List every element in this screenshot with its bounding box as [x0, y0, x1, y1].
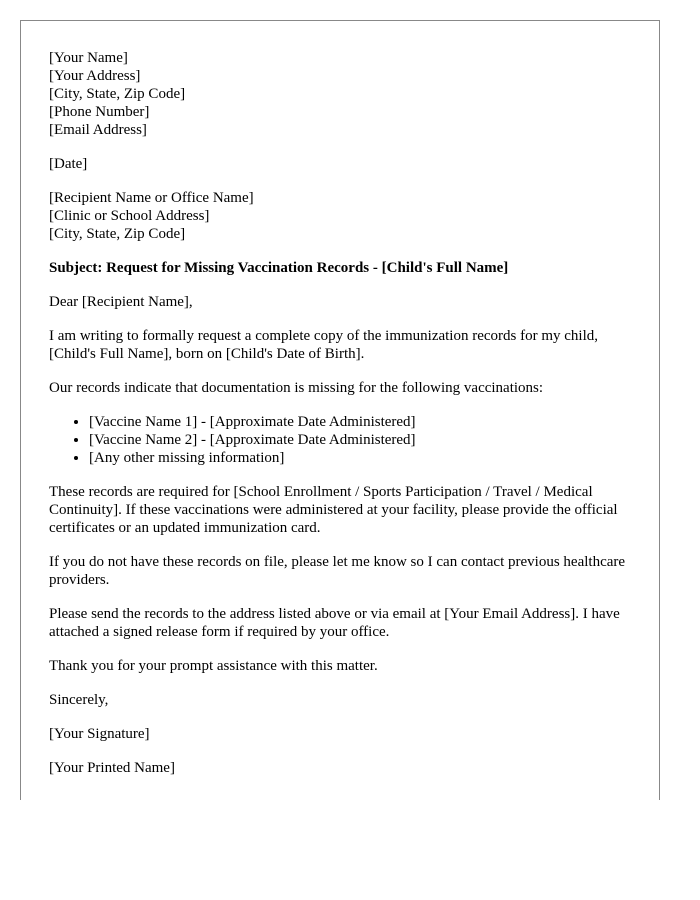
sender-block — [49, 49, 639, 139]
sender-email: [Email Address] — [49, 122, 147, 138]
sender-name: [Your Name] — [49, 50, 128, 66]
list-item: • [Vaccine Name 1] - [Approximate Date Administered] — [89, 413, 639, 431]
recipient-city-state-zip: [City, State, Zip Code] — [49, 226, 186, 242]
subject-line: Subject: Request for Missing Vaccination Records - [Child's Full Name] — [49, 260, 509, 276]
salutation: Dear [Recipient Name], — [49, 294, 193, 310]
no-records-paragraph: If you do not have these records on file, please let me know so I can contact previous healthcare providers. — [49, 554, 626, 588]
recipient-block — [49, 189, 639, 243]
recipient-address: [Clinic or School Address] — [49, 208, 210, 224]
intro-paragraph: I am writing to formally request a complete copy of the immunization records for my child, [Child's Full Name], born on [Child's Date of Birth]. — [49, 328, 599, 362]
recipient-name: [Recipient Name or Office Name] — [49, 190, 254, 206]
sender-city-state-zip: [City, State, Zip Code] — [49, 86, 186, 102]
list-item: • [Any other missing information] — [89, 449, 639, 467]
required-paragraph: These records are required for [School Enrollment / Sports Participation / Travel / Medical Continuity]. If these vaccinations were administered at your facility, please provide the official certificates or an updated immunization card. — [49, 484, 618, 536]
closing: Sincerely, — [49, 692, 109, 708]
printed-name: [Your Printed Name] — [49, 760, 175, 776]
letter-body — [49, 49, 639, 793]
sender-phone: [Phone Number] — [49, 104, 150, 120]
signature: [Your Signature] — [49, 726, 150, 742]
vaccine-list — [49, 413, 639, 467]
sender-address: [Your Address] — [49, 68, 141, 84]
date-line: [Date] — [49, 156, 88, 172]
thanks-paragraph: Thank you for your prompt assistance with this matter. — [49, 658, 378, 674]
missing-paragraph: Our records indicate that documentation is missing for the following vaccinations: — [49, 380, 544, 396]
letter-page — [20, 20, 660, 800]
send-paragraph: Please send the records to the address listed above or via email at [Your Email Address]. I have attached a signed release form if required by your office. — [49, 606, 620, 640]
list-item: • [Vaccine Name 2] - [Approximate Date Administered] — [89, 431, 639, 449]
